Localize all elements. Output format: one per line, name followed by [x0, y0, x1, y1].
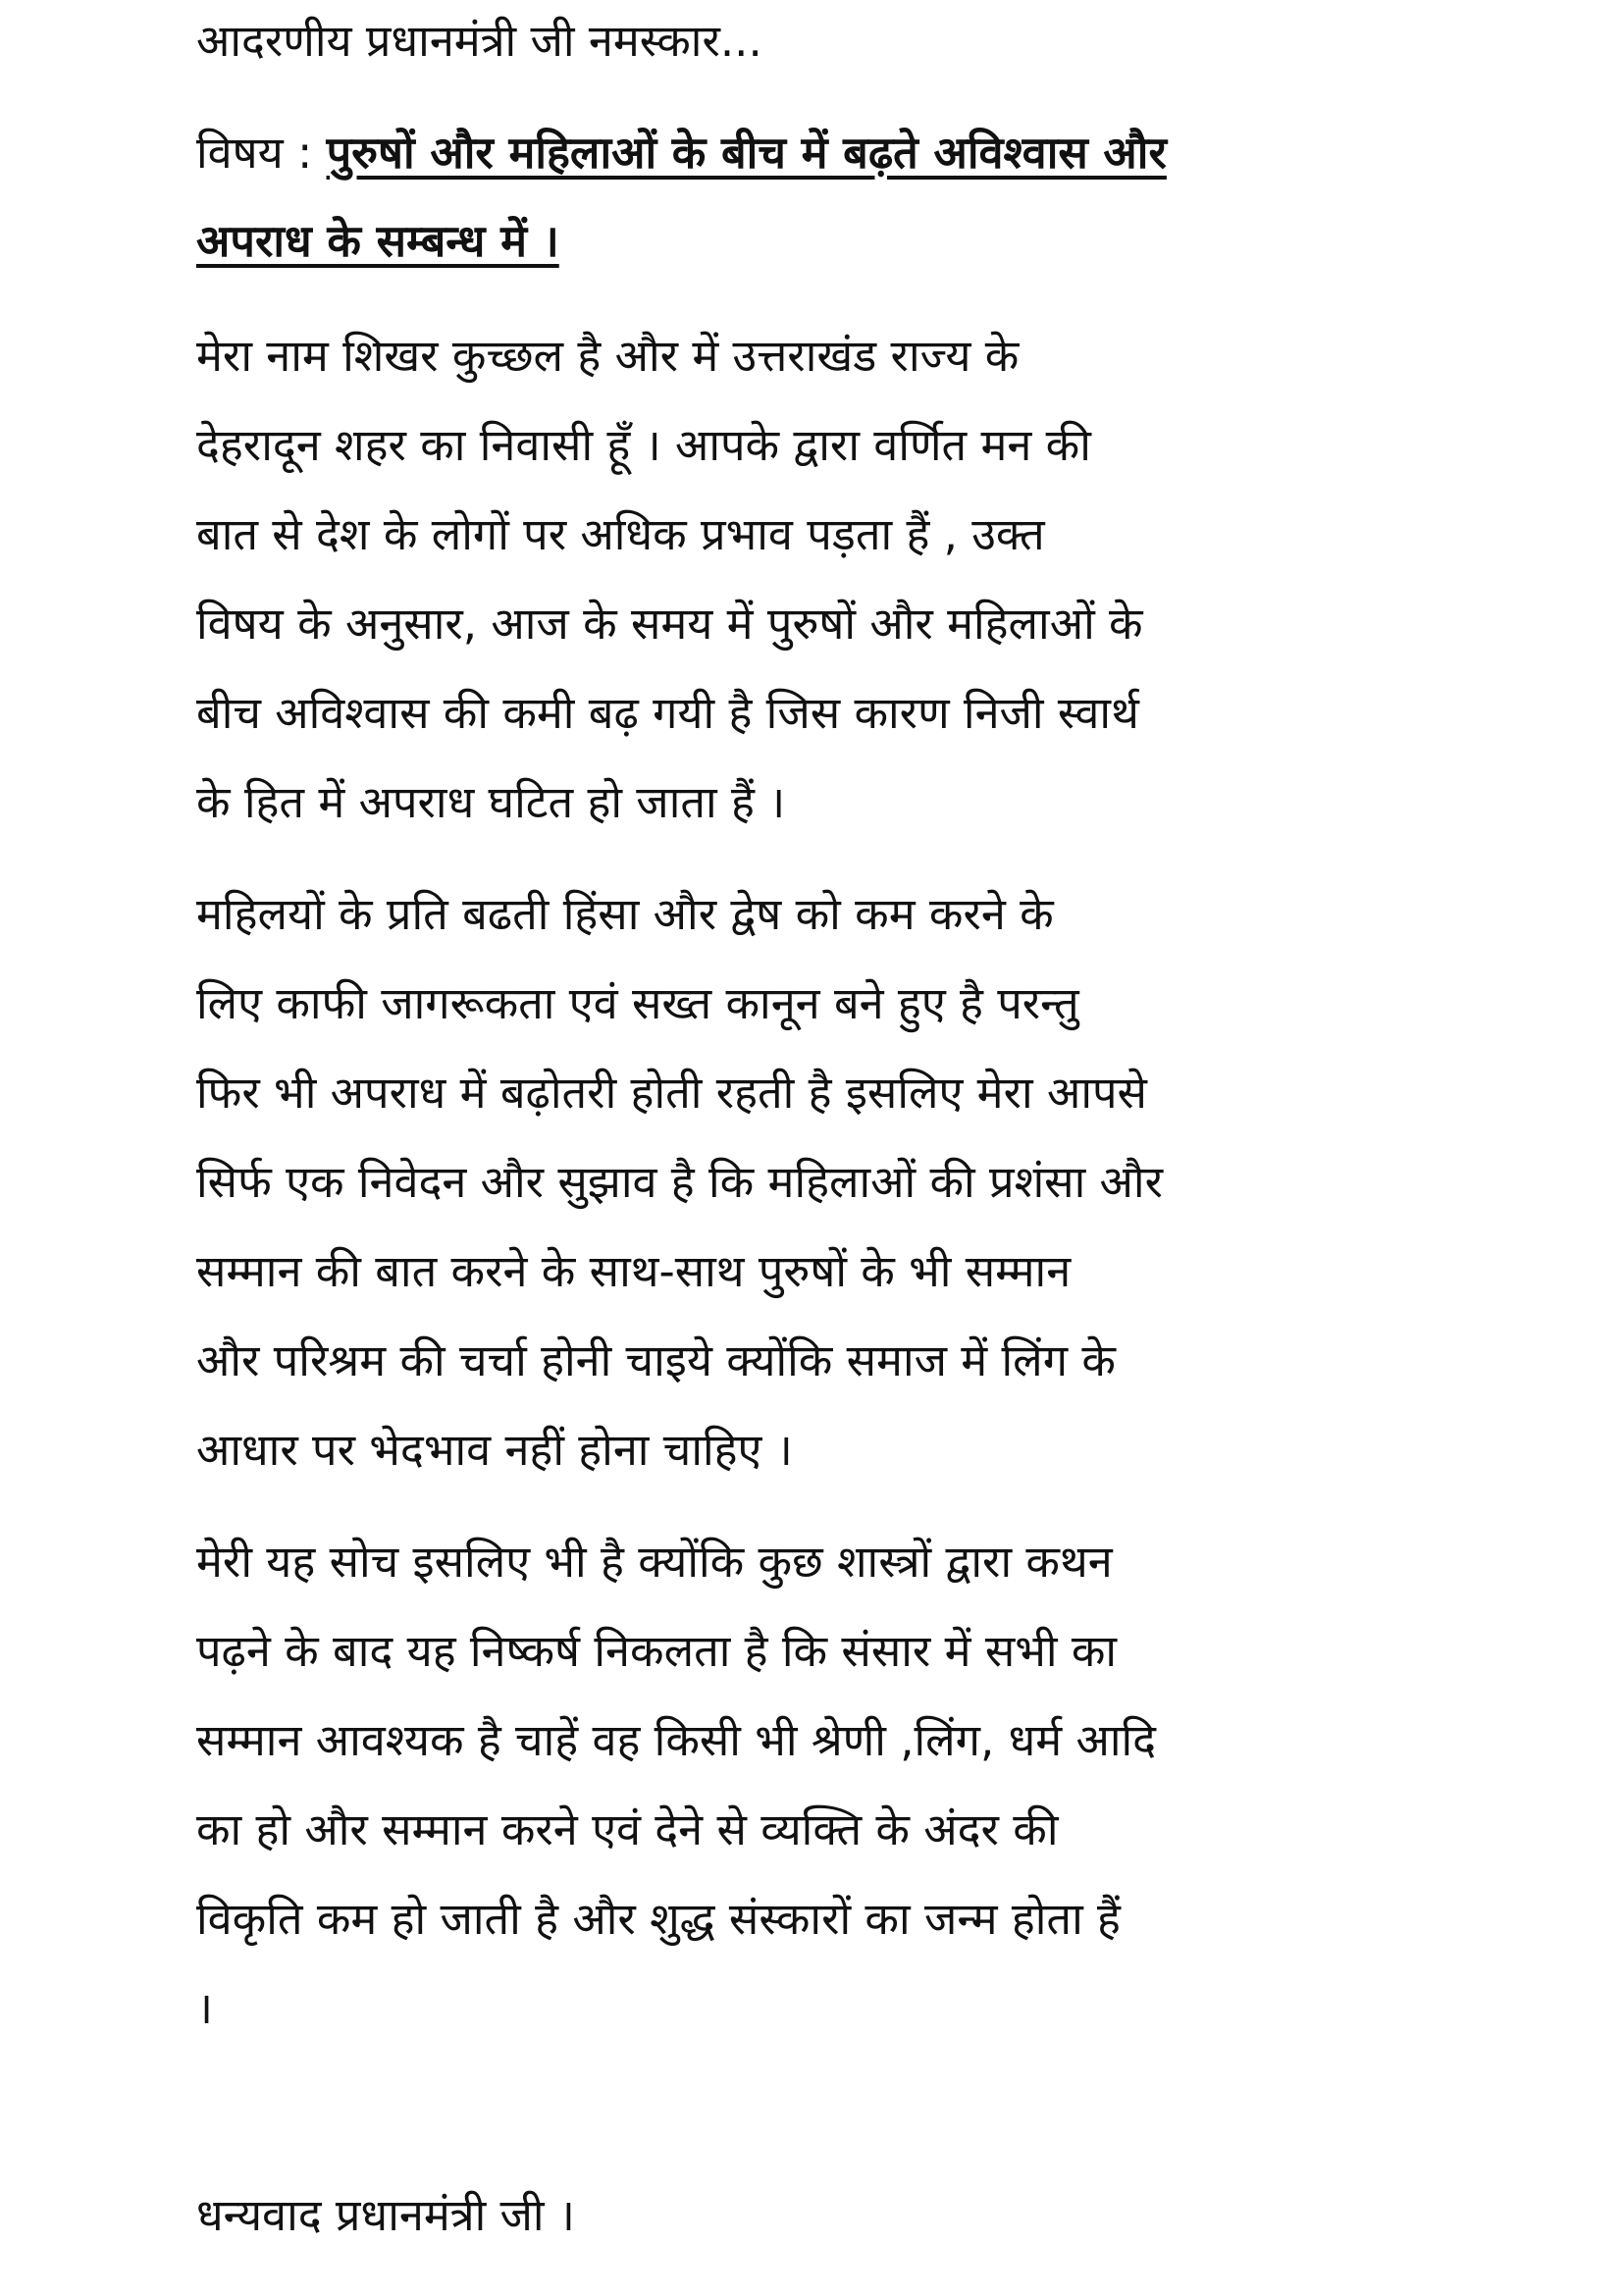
- paragraph-line: फिर भी अपराध में बढ़ोतरी होती रहती है इसलिए मेरा आपसे: [196, 1067, 1147, 1119]
- subject-text-2: अपराध के सम्बन्ध में ।: [196, 215, 559, 267]
- paragraph-line: बात से देश के लोगों पर अधिक प्रभाव पड़ता हैं , उक्त: [196, 508, 1045, 560]
- closing: धन्यवाद प्रधानमंत्री जी ।: [196, 2189, 575, 2241]
- paragraph-line: सम्मान आवश्यक है चाहें वह किसी भी श्रेणी ,लिंग, धर्म आदि: [196, 1714, 1157, 1766]
- salutation: आदरणीय प्रधानमंत्री जी नमस्कार...: [196, 15, 762, 67]
- subject-label: विषय :: [196, 127, 327, 179]
- paragraph-line: सम्मान की बात करने के साथ-साथ पुरुषों के भी सम्मान: [196, 1245, 1072, 1297]
- paragraph-line: पढ़ने के बाद यह निष्कर्ष निकलता है कि संसार में सभी का: [196, 1625, 1118, 1677]
- paragraph-line: बीच अविश्वास की कमी बढ़ गयी है जिस कारण निजी स्वार्थ: [196, 687, 1139, 739]
- subject-line-2: [196, 212, 559, 271]
- paragraph-line: महिलयों के प्रति बढती हिंसा और द्वेष को कम करने के: [196, 888, 1054, 940]
- paragraph-line: विषय के अनुसार, आज के समय में पुरुषों और महिलाओं के: [196, 598, 1143, 650]
- paragraph-line: ।: [196, 1982, 214, 2034]
- paragraph-line: विकृति कम हो जाती है और शुद्ध संस्कारों का जन्म होता हैं: [196, 1893, 1121, 1945]
- paragraph-line: मेरा नाम शिखर कुच्छल है और में उत्तराखंड राज्य के: [196, 330, 1020, 382]
- paragraph-line: का हो और सम्मान करने एवं देने से व्यक्ति के अंदर की: [196, 1803, 1059, 1855]
- paragraph-line: लिए काफी जागरूकता एवं सख्त कानून बने हुए है परन्तु: [196, 977, 1079, 1029]
- subject-line-1: [196, 124, 1167, 183]
- subject-text-1: पुरुषों और महिलाओं के बीच में बढ़ते अविश्वास और: [326, 127, 1167, 179]
- paragraph-line: और परिश्रम की चर्चा होनी चाइये क्योंकि समाज में लिंग के: [196, 1334, 1116, 1386]
- letter-page: [196, 0, 1442, 2296]
- paragraph-line: मेरी यह सोच इसलिए भी है क्योंकि कुछ शास्त्रों द्वारा कथन: [196, 1536, 1113, 1588]
- paragraph-line: के हित में अपराध घटित हो जाता हैं ।: [196, 776, 786, 828]
- paragraph-line: देहरादून शहर का निवासी हूँ । आपके द्वारा वर्णित मन की: [196, 419, 1091, 471]
- paragraph-line: आधार पर भेदभाव नहीं होना चाहिए ।: [196, 1424, 793, 1476]
- paragraph-line: सिर्फ एक निवेदन और सुझाव है कि महिलाओं की प्रशंसा और: [196, 1156, 1163, 1208]
